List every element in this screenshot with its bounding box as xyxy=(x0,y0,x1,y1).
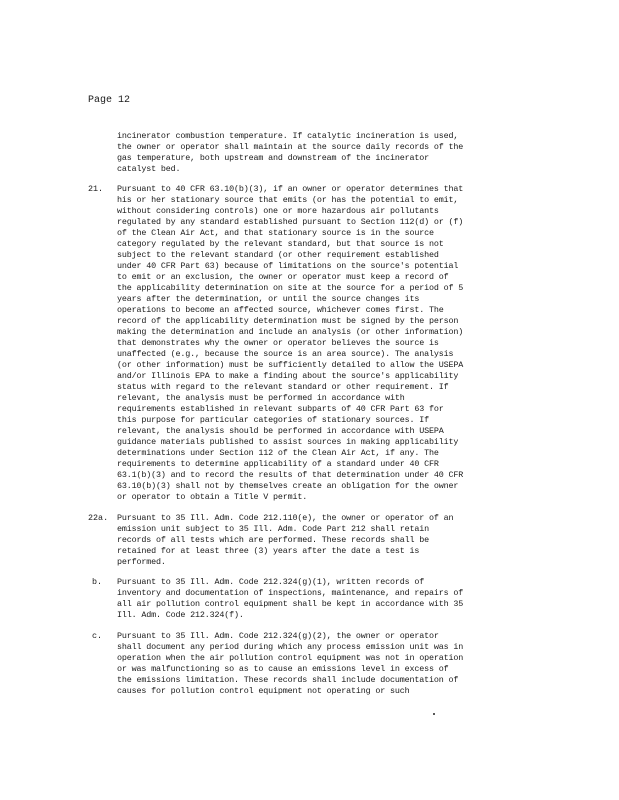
scan-speck xyxy=(433,713,435,715)
text-line: emission unit subject to 35 Ill. Adm. Code Part 212 shall retain xyxy=(117,524,430,534)
text-line: incinerator combustion temperature. If catalytic incineration is used, xyxy=(117,131,459,141)
text-line: operations to become an affected source, whichever comes first. The xyxy=(117,305,444,315)
text-line: Pursuant to 35 Ill. Adm. Code 212.324(g)(1), written records of xyxy=(117,577,425,587)
text-line: retained for at least three (3) years after the date a test is xyxy=(117,546,420,556)
text-line: of the Clean Air Act, and that stationary source is in the source xyxy=(117,228,434,238)
page-number: Page 12 xyxy=(88,95,131,106)
text-line: operation when the air pollution control equipment was not in operation xyxy=(117,653,464,663)
text-line: 63.10(b)(3) shall not by themselves create an obligation for the owner xyxy=(117,481,459,491)
text-line: category regulated by the relevant standard, but that source is not xyxy=(117,239,444,249)
text-line: Pursuant to 35 Ill. Adm. Code 212.110(e), the owner or operator of an xyxy=(117,513,454,523)
text-line: to emit or an exclusion, the owner or operator must keep a record of xyxy=(117,272,449,282)
text-line: that demonstrates why the owner or operator believes the source is xyxy=(117,338,439,348)
text-line: regulated by any standard established pursuant to Section 112(d) or (f) xyxy=(117,217,464,227)
text-line: Pursuant to 40 CFR 63.10(b)(3), if an owner or operator determines that xyxy=(117,184,464,194)
text-line: Pursuant to 35 Ill. Adm. Code 212.324(g)(2), the owner or operator xyxy=(117,631,439,641)
text-line: requirements to determine applicability of a standard under 40 CFR xyxy=(117,459,439,469)
text-line: guidance materials published to assist sources in making applicability xyxy=(117,437,459,447)
text-line: status with regard to the relevant standard or other requirement. If xyxy=(117,382,449,392)
text-line: or was malfunctioning so as to cause an emissions level in excess of xyxy=(117,664,449,674)
text-line: without considering controls) one or more hazardous air pollutants xyxy=(117,206,439,216)
section-label: b. xyxy=(92,577,103,587)
text-line: making the determination and include an analysis (or other information) xyxy=(117,327,464,337)
text-line: the applicability determination on site at the source for a period of 5 xyxy=(117,283,464,293)
text-line: relevant, the analysis must be performed in accordance with xyxy=(117,393,405,403)
text-line: his or her stationary source that emits (or has the potential to emit, xyxy=(117,195,459,205)
text-line: under 40 CFR Part 63) because of limitations on the source's potential xyxy=(117,261,459,271)
text-line: record of the applicability determination must be signed by the person xyxy=(117,316,459,326)
text-line: all air pollution control equipment shall be kept in accordance with 35 xyxy=(117,599,464,609)
text-line: subject to the relevant standard (or other requirement established xyxy=(117,250,439,260)
text-line: records of all tests which are performed. These records shall be xyxy=(117,535,430,545)
text-line: inventory and documentation of inspections, maintenance, and repairs of xyxy=(117,588,464,598)
text-line: and/or Illinois EPA to make a finding about the source's applicability xyxy=(117,371,459,381)
text-line: 63.1(b)(3) and to record the results of that determination under 40 CFR xyxy=(117,470,464,480)
text-line: Ill. Adm. Code 212.324(f). xyxy=(117,610,244,620)
text-line: the owner or operator shall maintain at the source daily records of the xyxy=(117,142,464,152)
text-line: unaffected (e.g., because the source is an area source). The analysis xyxy=(117,349,454,359)
text-line: years after the determination, or until the source changes its xyxy=(117,294,420,304)
text-line: gas temperature, both upstream and downstream of the incinerator xyxy=(117,153,430,163)
text-line: relevant, the analysis should be performed in accordance with USEPA xyxy=(117,426,444,436)
section-label: 21. xyxy=(88,184,104,194)
text-line: causes for pollution control equipment not operating or such xyxy=(117,686,410,696)
section-label: c. xyxy=(92,631,103,641)
text-line: this purpose for particular categories of stationary sources. If xyxy=(117,415,430,425)
text-line: (or other information) must be sufficiently detailed to allow the USEPA xyxy=(117,360,464,370)
text-line: requirements established in relevant subparts of 40 CFR Part 63 for xyxy=(117,404,444,414)
text-line: catalyst bed. xyxy=(117,164,181,174)
text-line: or operator to obtain a Title V permit. xyxy=(117,492,308,502)
text-line: shall document any period during which any process emission unit was in xyxy=(117,642,464,652)
text-line: performed. xyxy=(117,557,166,567)
text-line: the emissions limitation. These records shall include documentation of xyxy=(117,675,459,685)
text-line: determinations under Section 112 of the Clean Air Act, if any. The xyxy=(117,448,439,458)
section-label: 22a. xyxy=(88,513,109,523)
